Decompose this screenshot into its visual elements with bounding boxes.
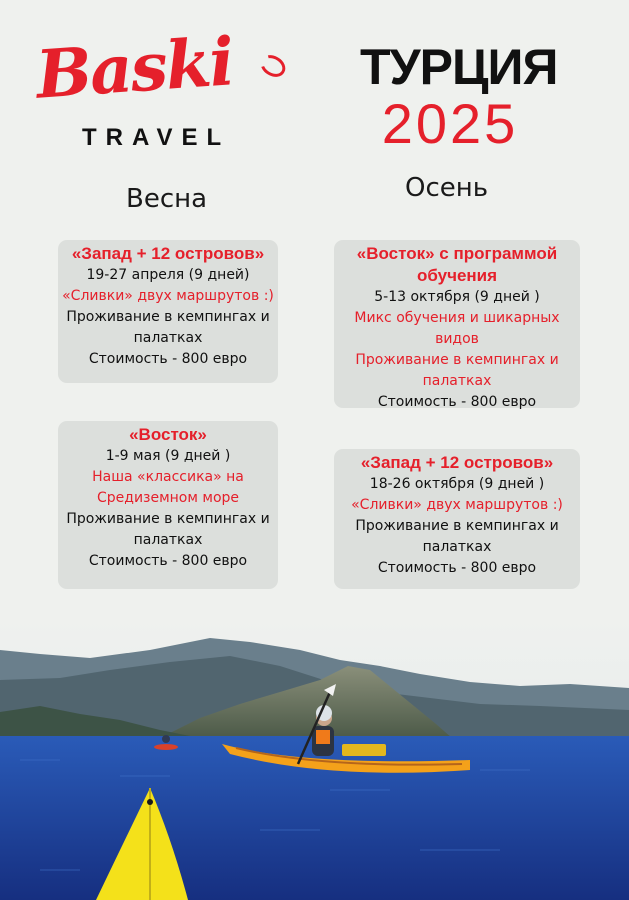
tour-dates: 19-27 апреля (9 дней) [86, 267, 250, 283]
page-year: 2025 [381, 92, 519, 155]
tour-card-east-spring [58, 421, 278, 589]
logo-swirl-icon [257, 51, 290, 81]
baski-travel-logo [32, 22, 282, 158]
tour-title: «Восток» с программой обучения [356, 244, 558, 285]
tour-title: «Восток» [129, 425, 207, 444]
logo-script: Baski [33, 22, 235, 114]
tour-lodging: Проживание в кемпингах и палатках [66, 309, 270, 346]
tour-highlight: Микс обучения и шикарных видов [354, 310, 560, 347]
tour-price: Стоимость - 800 евро [88, 351, 248, 367]
tour-lodging: Проживание в кемпингах и палатках [355, 352, 559, 389]
tour-lodging: Проживание в кемпингах и палатках [66, 511, 270, 548]
tour-highlight: «Сливки» двух маршрутов :) [62, 288, 274, 304]
tour-card-west-autumn [334, 449, 580, 589]
tour-title: «Запад + 12 островов» [360, 453, 554, 472]
tour-highlight: Наша «классика» на Средиземном море [92, 469, 244, 506]
tour-price: Стоимость - 800 евро [377, 560, 537, 576]
tour-card-east-autumn [334, 240, 580, 408]
season-autumn: Осень [405, 173, 489, 203]
page-title: ТУРЦИЯ [360, 39, 558, 95]
tour-price: Стоимость - 800 евро [377, 394, 537, 410]
tour-title: «Запад + 12 островов» [71, 244, 265, 263]
tour-highlight: «Сливки» двух маршрутов :) [351, 497, 563, 513]
season-spring: Весна [126, 184, 208, 214]
tour-dates: 5-13 октября (9 дней ) [374, 289, 540, 305]
tour-price: Стоимость - 800 евро [88, 553, 248, 569]
logo-wordmark: TRAVEL [82, 124, 231, 151]
kayak-sea-photo [0, 620, 629, 900]
tour-card-west-spring [58, 240, 278, 383]
tour-dates: 18-26 октября (9 дней ) [369, 476, 545, 492]
tour-lodging: Проживание в кемпингах и палатках [355, 518, 559, 555]
tour-dates: 1-9 мая (9 дней ) [105, 448, 231, 464]
